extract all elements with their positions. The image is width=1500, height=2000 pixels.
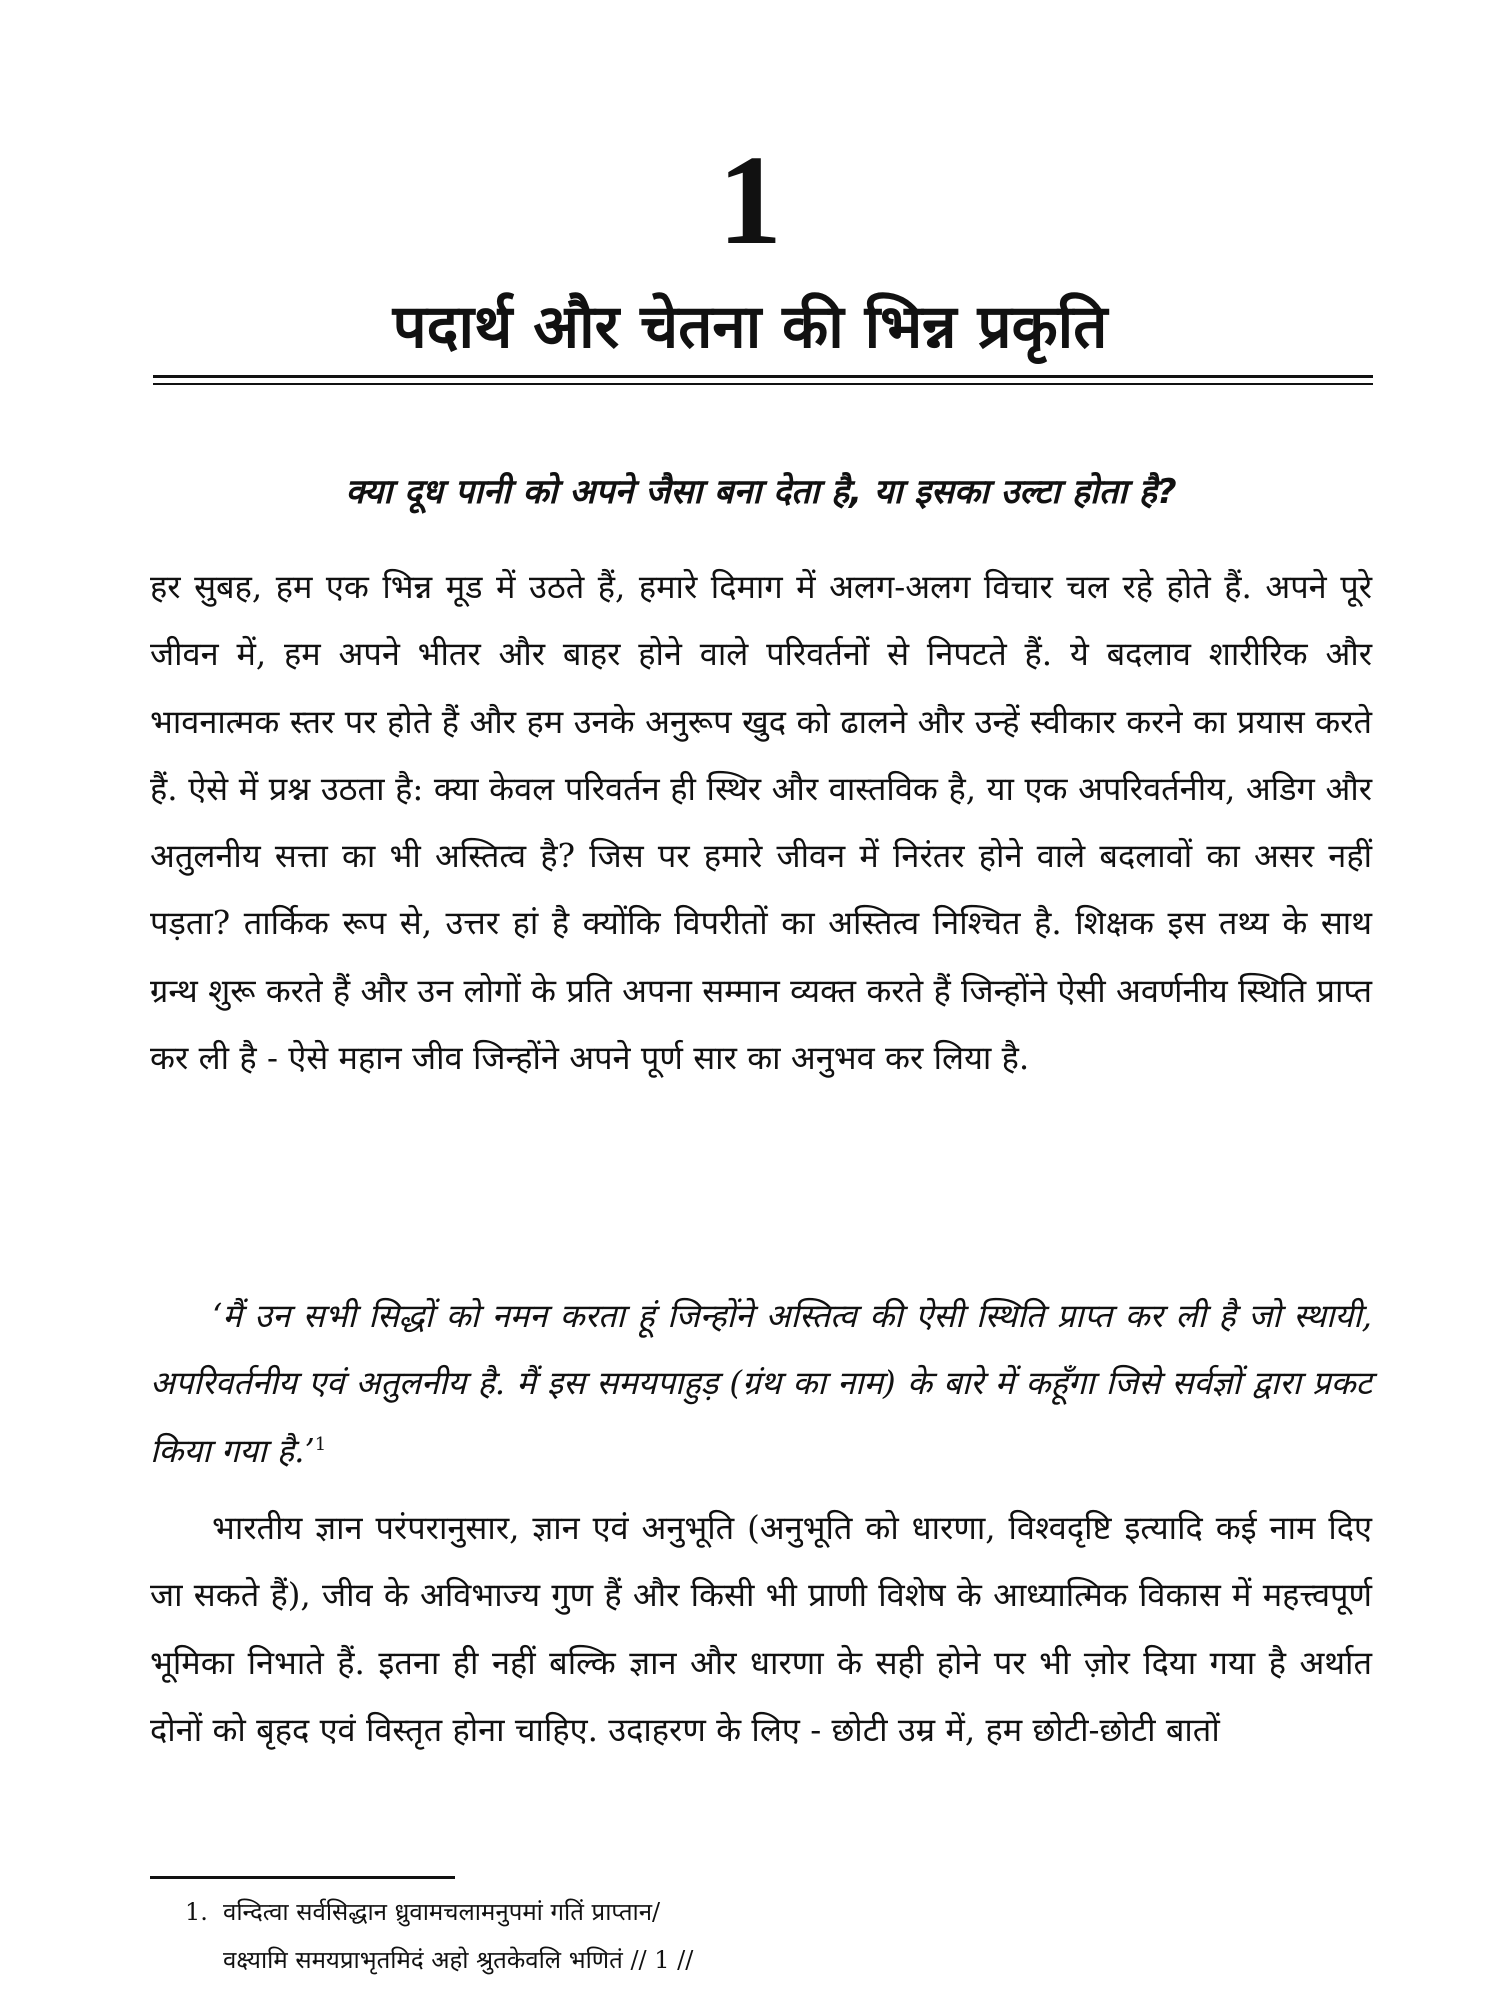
footnote-text-1: वन्दित्वा सर्वसिद्धान ध्रुवामचलामनुपमां गतिं प्राप्तान/ xyxy=(223,1898,661,1926)
title-rule-bottom xyxy=(153,383,1373,385)
footnote-divider xyxy=(150,1876,455,1879)
body-paragraph-1: हर सुबह, हम एक भिन्न मूड में उठते हैं, हमारे दिमाग में अलग-अलग विचार चल रहे होते हैं. अपने पूरे जीवन में, हम अपने भीतर और बाहर होने वाले परिवर्तनों से निपटते हैं. ये बदलाव शारीरिक और भावनात्मक स्तर पर होते हैं और हम उनके अनुरूप खुद को ढालने और उन्हें स्वीकार करने का प्रयास करते हैं. ऐसे में प्रश्न उठता है: क्या केवल परिवर्तन ही स्थिर और वास्तविक है, या एक अपरिवर्तनीय, अडिग और अतुलनीय सत्ता का भी अस्तित्व है? जिस पर हमारे जीवन में निरंतर होने वाले बदलावों का असर नहीं पड़ता? तार्किक रूप से, उत्तर हां है क्योंकि विपरीतों का अस्तित्व निश्चित है. शिक्षक इस तथ्य के साथ ग्रन्थ शुरू करते हैं और उन लोगों के प्रति अपना सम्मान व्यक्त करते हैं जिन्होंने ऐसी अवर्णनीय स्थिति प्राप्त कर ली है - ऐसे महान जीव जिन्होंने अपने पूर्ण सार का अनुभव कर लिया है. xyxy=(150,568,1372,1078)
footnote xyxy=(185,1888,1335,1984)
footnote-text-2: वक्ष्यामि समयप्राभृतमिदं अहो श्रुतकेवलि भणितं // 1 // xyxy=(223,1946,694,1974)
footnote-reference: 1 xyxy=(314,1433,327,1455)
footnote-line-1 xyxy=(185,1888,1335,1936)
chapter-number: 1 xyxy=(718,129,782,271)
chapter-title: पदार्थ और चेतना की भिन्न प्रकृति xyxy=(392,292,1108,362)
body-paragraph-2: भारतीय ज्ञान परंपरानुसार, ज्ञान एवं अनुभूति (अनुभूति को धारणा, विश्वदृष्टि इत्यादि कई नाम दिए जा सकते हैं), जीव के अविभाज्य गुण हैं और किसी भी प्राणी विशेष के आध्यात्मिक विकास में महत्त्वपूर्ण भूमिका निभाते हैं. इतना ही नहीं बल्कि ज्ञान और धारणा के सही होने पर भी ज़ोर दिया गया है अर्थात दोनों को बृहद एवं विस्तृत होना चाहिए. उदाहरण के लिए - छोटी उम्र में, हम छोटी-छोटी बातों xyxy=(150,1509,1372,1749)
quoted-verse-text: ‘मैं उन सभी सिद्धों को नमन करता हूं जिन्होंने अस्तित्व की ऐसी स्थिति प्राप्त कर ली है जो स्थायी, अपरिवर्तनीय एवं अतुलनीय है. मैं इस समयपाहुड़ (ग्रंथ का नाम) के बारे में कहूँगा जिसे सर्वज्ञों द्वारा प्रकट किया गया है.’ xyxy=(150,1297,1372,1470)
section-question-heading: क्या दूध पानी को अपने जैसा बना देता है, या इसका उल्टा होता है? xyxy=(345,472,1177,512)
quoted-verse-paragraph xyxy=(150,1283,1372,1485)
title-rule-top xyxy=(153,375,1373,378)
footnote-number: 1. xyxy=(185,1898,208,1926)
